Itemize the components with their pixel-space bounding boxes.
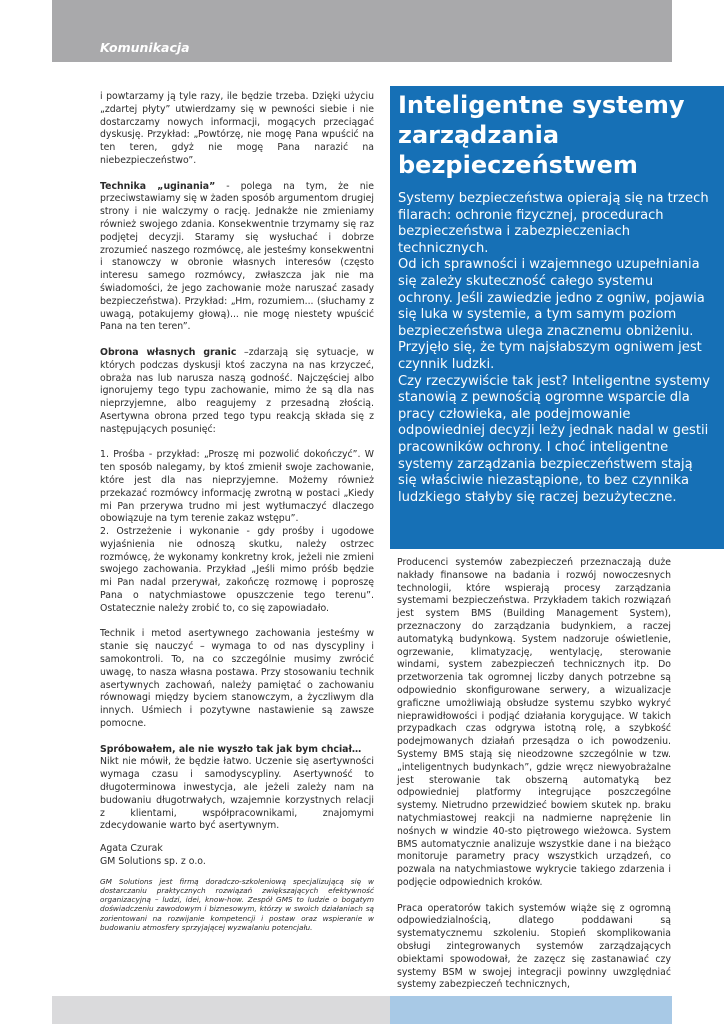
technique-heading: Technika „uginania” [100,180,216,192]
defense-heading: Obrona własnych granic [100,346,237,358]
feature-lead-3: Przyjęło się, że tym najsłabszym ogniwem jest czynnik ludzki. [398,340,702,372]
right-paragraph-2: Praca operatorów takich systemów wiąże się z ogromną odpowiedzialnością, dlatego poddawani są systematycznemu szkoleniu. Stopień skomplikowania obsługi zintegrowanych systemów zarządzających obiektami spowodował, że zazęcz się zastanawiać czy systemy BSM w swojej integracji powinny uwzględniać systemy zabezpieczeń technicznych, [397,902,671,991]
footer-bar-left [52,996,390,1024]
methods-paragraph: Technik i metod asertywnego zachowania jesteśmy w stanie się nauczyć – wymaga to od nas dyscypliny i samokontroli. To, na co szczególnie musimy zwrócić uwagę, to nasza własna postawa. Przy stosowaniu technik asertywnych zachowań, należy pamiętać o zachowaniu równowagi między byciem stanowczym, a życzliwym dla innych. Uśmiech i pozytywne nastawienie są zawsze pomocne. [100,628,374,730]
feature-lead [398,191,712,506]
tried-paragraph [100,744,374,834]
step-1: 1. Prośba - przykład: „Proszę mi pozwolić dokończyć”. W ten sposób nalegamy, by ktoś zmienił swoje zachowanie, które jest dla nas nieprzyjemne. Możemy również przekazać rozmówcy informację zwrotną w postaci „Kiedy mi Pan przerywa trudno mi jest wytłumaczyć dlaczego obowiązuje na tym terenie zakaz wstępu”. [100,449,374,525]
company-note: GM Solutions jest firmą doradczo-szkoleniową specjalizującą się w dostarczaniu praktycznych rozwiązań zwiększających efektywność organizacyjną – ludzi, idei, know-how. Zespół GMS to ludzie o bogatym doświadczeniu zawodowym i biznesowym, którzy w swoich działaniach są zorientowani na rozwijanie kompetencji i postaw oraz wspieranie w budowaniu atmosfery sprzyjającej wyzwalaniu potencjału. [100,876,374,932]
feature-title: Inteligentne systemy zarządzania bezpieczeństwem [398,91,685,179]
step-2: 2. Ostrzeżenie i wykonanie - gdy prośby i ugodowe wyjaśnienia nie odnoszą skutku, należy ostrzec rozmówcę, że wykonamy konkretny krok, jeżeli nie zmieni swojego zachowania. Przykład „Jeśli mimo próśb będzie mi Pan nadal przerywał, zakończę rozmowę i poproszę Pana o natychmiastowe opuszczenie tego terenu”. Ostatecznie należy zrobić to, co się zapowiadało. [100,526,374,614]
feature-lead-1: Systemy bezpieczeństwa opierają się na trzech filarach: ochronie fizycznej, procedurach bezpieczeństwa i zabezpieczeniach technicznych. [398,191,709,256]
feature-lead-4: Czy rzeczywiście tak jest? Inteligentne systemy stanowią z pewnością ogromne wsparcie dla pracy człowieka, ale podejmowanie odpowiedniej decyzji leży jednak nadal w gestii pracowników ochrony. I choć inteligentne systemy zarządzania bezpieczeństwem stają się właściwie niezastąpione, to bez czynnika ludzkiego stałyby się raczej bezużyteczne. [398,373,710,505]
author-company: GM Solutions sp. z o.o. [100,856,206,868]
feature-lead-2: Od ich sprawności i wzajemnego uzupełniania się zależy skuteczność całego systemu ochrony. Jeśli zawiedzie jedno z ogniw, pojawia się luka w systemie, a tym samym poziom bezpieczeństwa ulega znacznemu obniżeniu. [398,257,705,339]
defense-paragraph [100,347,374,437]
technique-text: - polega na tym, że nie przeciwstawiamy się w żaden sposób argumentom drugiej strony i nie walczymy o rację. Jednakże nie zmieniamy również swojego zdania. Konsekwentnie trzymamy się raz podjętej decyzji. Staramy się wysłuchać i dobrze zrozumieć naszego rozmówcę, ale jesteśmy konsekwentni i stanowczy w obronie własnych interesów (często interesu samego rozmówcy, zwłaszcza jak nie ma świadomości, że jego zachowanie może naruszać zasady bezpieczeństwa). Przykład: „Hm, rozumiem... (słuchamy z uwagą, potakujemy głową)... nie mogę niestety wpuścić Pana na ten teren”. [100,180,374,333]
tried-heading: Spróbowałem, ale nie wyszło tak jak bym chciał… [100,743,362,755]
footer-bar-right [390,996,672,1024]
defense-text: –zdarzają się sytuacje, w których podczas dyskusji ktoś zaczyna na nas krzyczeć, obraża nas lub narusza naszą godność. Najczęściej albo ignorujemy tego typu zachowanie, mimo że są dla nas nieprzyjemne, albo reagujemy z przesadną złością. Asertywna obrona przed tego typu reakcją składa się z następujących posunięć: [100,346,374,435]
intro-paragraph: i powtarzamy ją tyle razy, ile będzie trzeba. Dzięki użyciu „zdartej płyty” utwierdzamy się w pewności siebie i nie dostarczamy nowych informacji, mogących przeciągać dyskusję. Przykład: „Powtórzę, nie mogę Pana wpuścić na ten teren, gdyż nie mogę Pana narazić na niebezpieczeństwo”. [100,91,374,166]
author-name: Agata Czurak [100,843,163,855]
technique-paragraph [100,181,374,335]
right-column [397,557,671,1005]
right-paragraph-1: Producenci systemów zabezpieczeń przeznaczają duże nakłady finansowe na badania i rozwój nowoczesnych technologii, które wspierają procesy zarządzania systemami bezpieczeństwa. Przykładem takich rozwiązań jest system BMS (Building Management System), przeznaczony do zarządzania budynkiem, a raczej automatyką budynkową. System nadzoruje oświetlenie, ogrzewanie, klimatyzację, wentylację, sterowanie windami, system zabezpieczeń technicznych itp. Do przetworzenia tak ogromnej liczby danych potrzebne są odpowiednio skonfigurowane serwery, a wizualizacje graficzne umożliwiają obsłudze systemu szybko wykryć nieprawidłowości i podjąć działania korygujące. W takich przypadkach czas odgrywa istotną rolę, a szybkość podejmowanych działań przesądza o ich powodzeniu. Systemy BMS stają się nieodzowne szczególnie w tzw. „inteligentnych budynkach”, gdzie wręcz niewyobrażalne jest sterowanie tak obszerną automatyką bez odpowiedniej platformy integrujące poszczególne systemy. Nietrudno przewidzieć bowiem skutek np. braku natychmiastowej reakcji na nadmierne naprężenie lin nośnych w windzie 40-sto piętrowego wieżowca. System BMS automatycznie analizuje wszystkie dane i na bieżąco monitoruje parametry pracy wszystkich urządzeń, co pozwala na natychmiastowe wykrycie takiego zdarzenia i podjęcie odpowiednich kroków. [397,557,671,888]
left-column [100,91,374,932]
signature [100,843,374,869]
tried-text: Nikt nie mówił, że będzie łatwo. Uczenie się asertywności wymaga czasu i samodyscypliny. Asertywność to długoterminowa inwestycja, ale jeżeli zależy nam na budowaniu długotrwałych, wzajemnie korzystnych relacji z klientami, współpracownikami, znajomymi zdecydowanie warto być asertywnym. [100,756,374,832]
section-title: Komunikacja [100,40,190,55]
